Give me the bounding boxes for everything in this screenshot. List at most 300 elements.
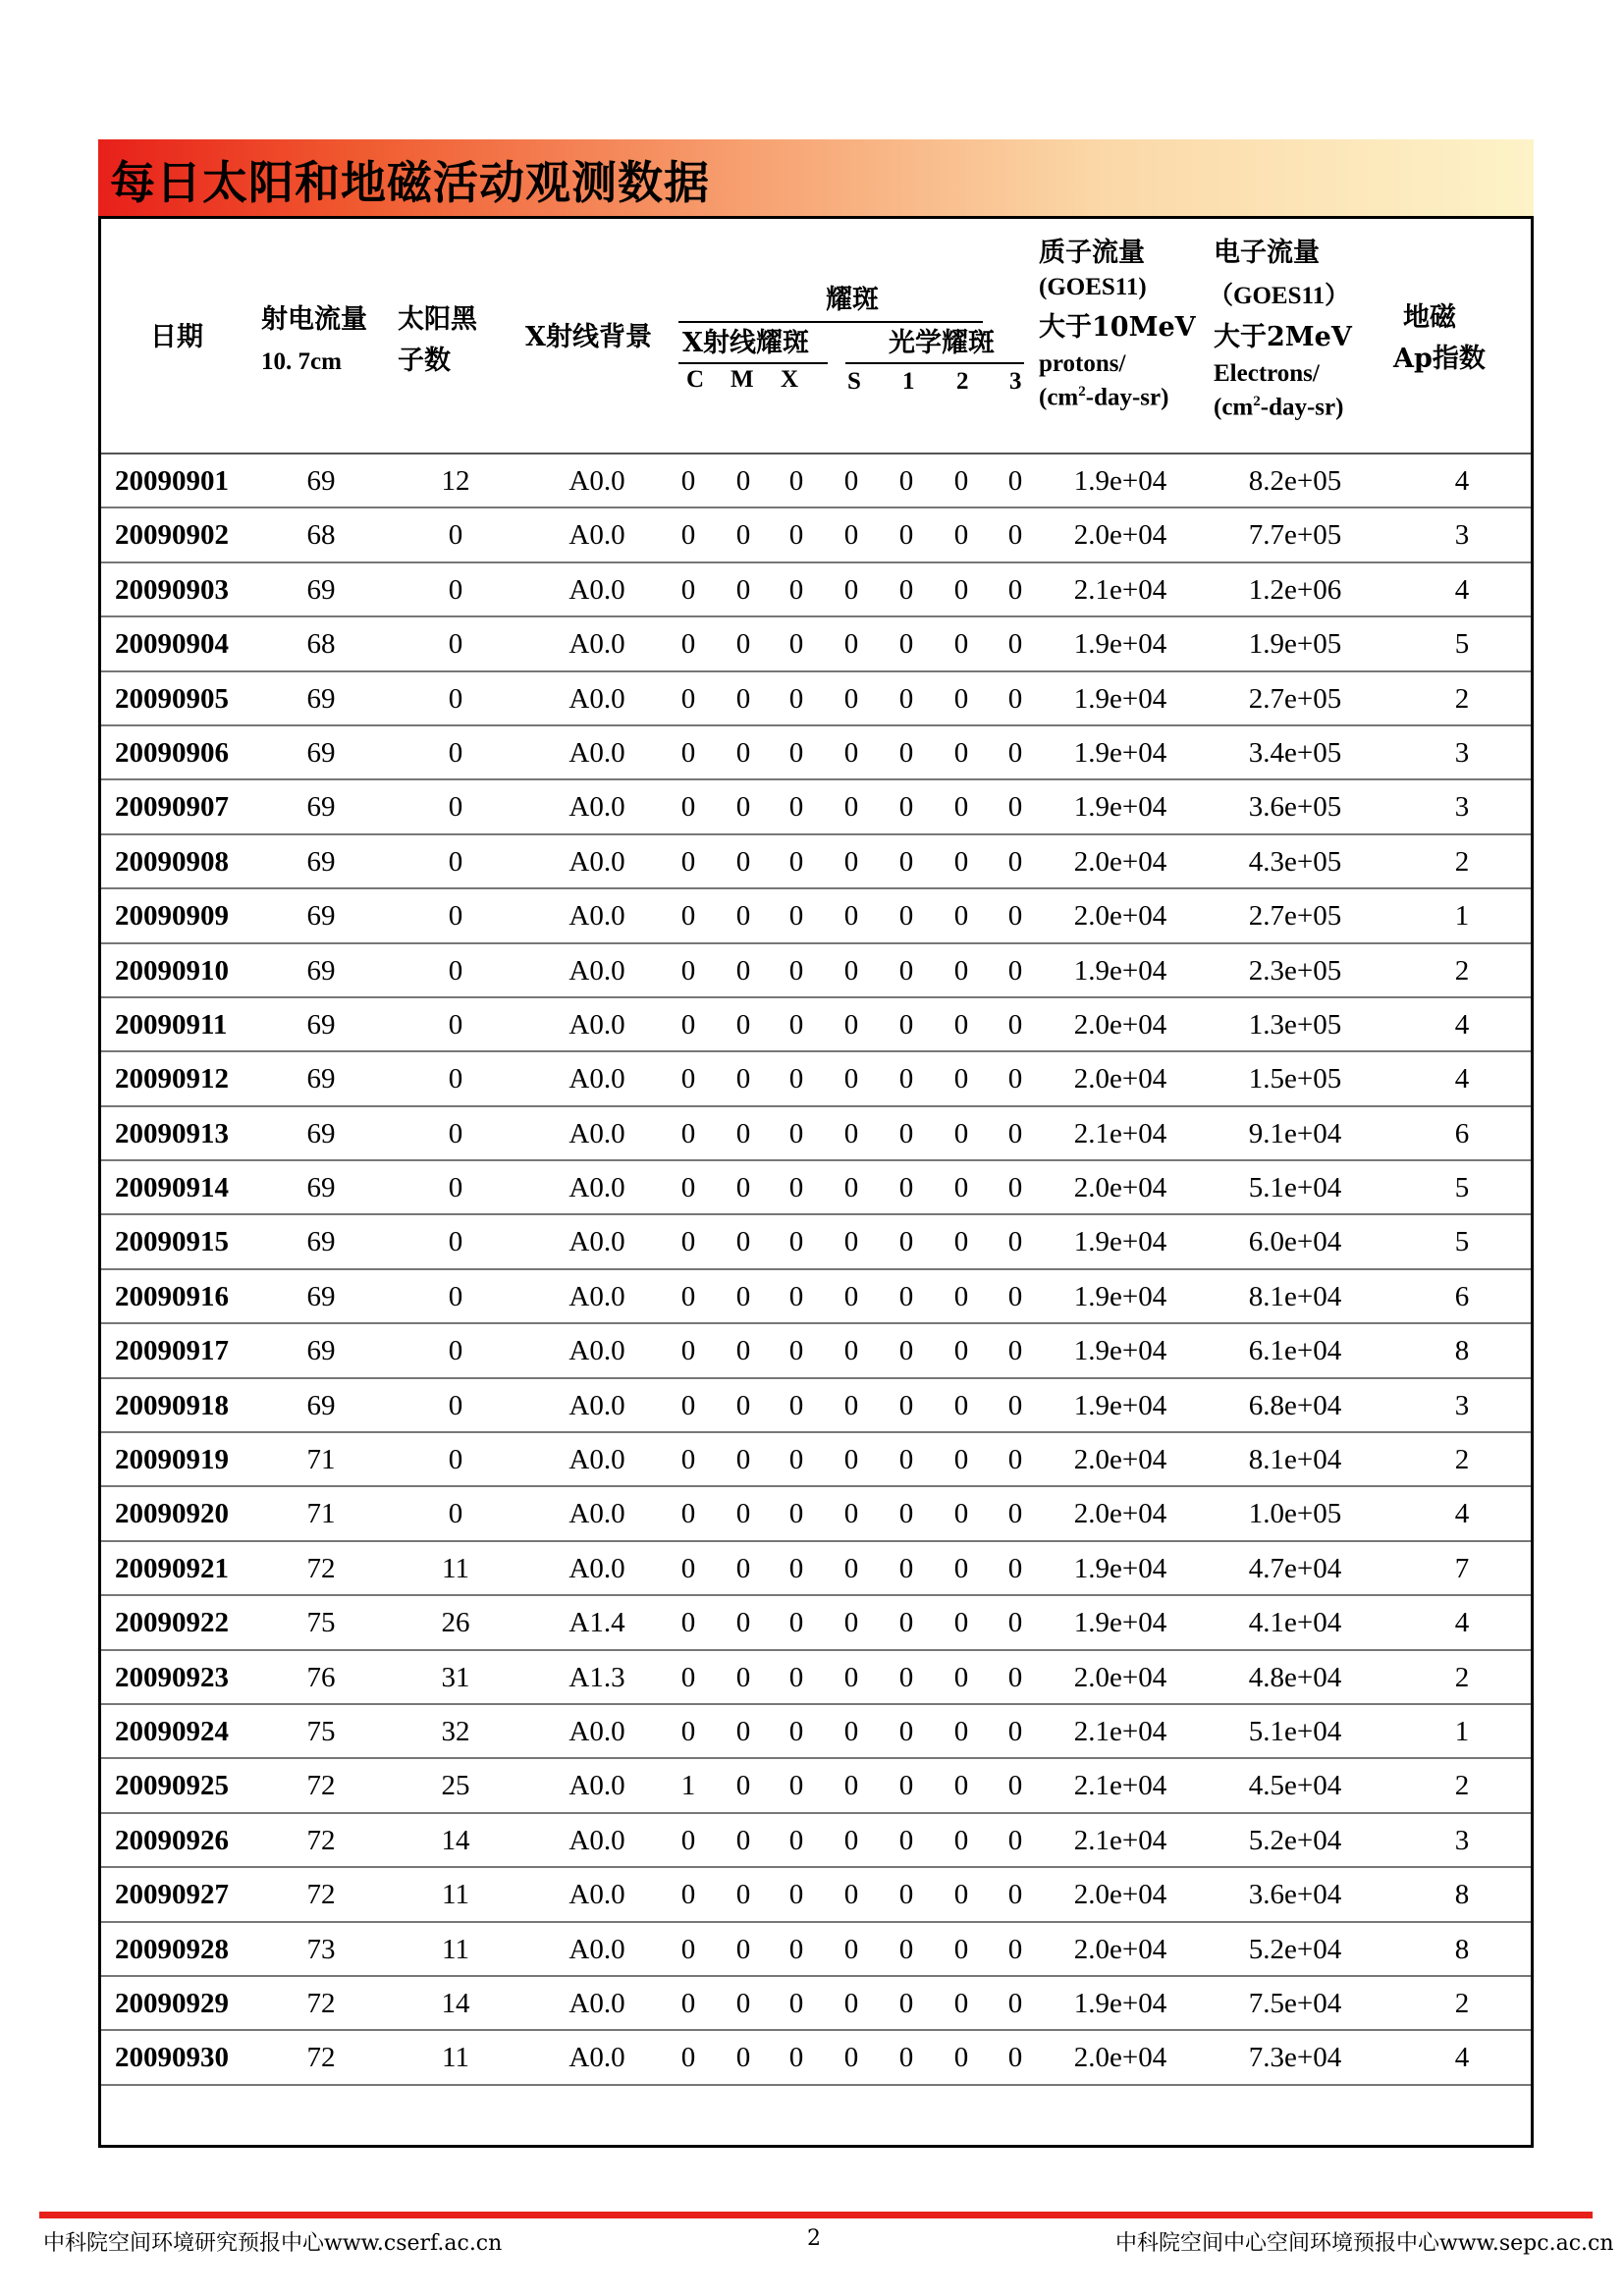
table-row [101, 1270, 1531, 1324]
cell-xray-bg: A0.0 [568, 1770, 625, 1802]
cell-ap-index: 5 [1454, 1226, 1470, 1258]
cell-flare-3: 0 [1007, 1607, 1023, 1639]
cell-flare-1: 0 [898, 736, 914, 769]
cell-flare-x: 0 [788, 1226, 804, 1258]
cell-ap-index: 6 [1454, 1117, 1470, 1149]
cell-flare-s: 0 [843, 573, 859, 606]
cell-flare-2: 0 [953, 1607, 969, 1639]
cell-flare-s: 0 [843, 954, 859, 987]
cell-flare-x: 0 [788, 1008, 804, 1041]
cell-flare-2: 0 [953, 1063, 969, 1095]
cell-proton-flux: 1.9e+04 [1073, 1607, 1167, 1639]
cell-flare-x: 0 [788, 736, 804, 769]
table-row [101, 563, 1531, 617]
cell-flare-x: 0 [788, 845, 804, 878]
table-row [101, 1596, 1531, 1650]
cell-xray-bg: A0.0 [568, 1498, 625, 1530]
cell-date: 20090905 [115, 682, 229, 715]
cell-flare-2: 0 [953, 519, 969, 552]
table-row [101, 1379, 1531, 1433]
cell-flare-m: 0 [735, 465, 751, 497]
cell-flare-c: 0 [680, 1552, 696, 1584]
cell-flare-x: 0 [788, 1172, 804, 1204]
cell-flare-s: 0 [843, 1444, 859, 1476]
cell-flare-m: 0 [735, 573, 751, 606]
cell-electron-flux: 9.1e+04 [1248, 1117, 1342, 1149]
table-row [101, 1923, 1531, 1977]
cell-flare-s: 0 [843, 1389, 859, 1421]
table-row [101, 2031, 1531, 2085]
footer-left-org: 中科院空间环境研究预报中心www.cserf.ac.cn [43, 2231, 503, 2256]
cell-flare-3: 0 [1007, 1389, 1023, 1421]
cell-sunspot: 0 [448, 1008, 463, 1041]
cell-flare-3: 0 [1007, 1879, 1023, 1911]
cell-flare-s: 0 [843, 1770, 859, 1802]
cell-flare-c: 0 [680, 1226, 696, 1258]
cell-flare-x: 0 [788, 1879, 804, 1911]
cell-flare-3: 0 [1007, 900, 1023, 933]
cell-electron-flux: 7.5e+04 [1248, 1987, 1342, 2019]
cell-flare-3: 0 [1007, 1770, 1023, 1802]
table-row [101, 1107, 1531, 1161]
cell-flare-2: 0 [953, 1770, 969, 1802]
cell-flare-2: 0 [953, 1226, 969, 1258]
cell-flare-2: 0 [953, 1389, 969, 1421]
cell-flare-3: 0 [1007, 1444, 1023, 1476]
cell-sunspot: 25 [441, 1770, 470, 1802]
cell-flare-s: 0 [843, 1063, 859, 1095]
cell-proton-flux: 2.0e+04 [1073, 1172, 1167, 1204]
cell-ap-index: 1 [1454, 1715, 1470, 1747]
cell-flare-x: 0 [788, 2042, 804, 2074]
cell-xray-bg: A0.0 [568, 573, 625, 606]
cell-flare-x: 0 [788, 1444, 804, 1476]
cell-flare-x: 0 [788, 682, 804, 715]
cell-flare-3: 0 [1007, 1715, 1023, 1747]
cell-sunspot: 14 [441, 1824, 470, 1856]
table-row [101, 1651, 1531, 1705]
cell-sunspot: 0 [448, 1444, 463, 1476]
cell-flare-x: 0 [788, 1498, 804, 1530]
cell-flare-1: 0 [898, 1172, 914, 1204]
cell-flare-1: 0 [898, 1498, 914, 1530]
header-electron: 电子流量 [1214, 238, 1320, 268]
cell-flare-m: 0 [735, 2042, 751, 2074]
header-radio-flux-wavelength: 10. 7cm [261, 348, 342, 375]
cell-ap-index: 6 [1454, 1280, 1470, 1312]
cell-xray-bg: A0.0 [568, 519, 625, 552]
cell-electron-flux: 5.1e+04 [1248, 1715, 1342, 1747]
cell-sunspot: 0 [448, 1280, 463, 1312]
cell-radio-flux: 76 [306, 1661, 336, 1693]
cell-xray-bg: A0.0 [568, 682, 625, 715]
cell-flare-1: 0 [898, 1770, 914, 1802]
cell-flare-1: 0 [898, 519, 914, 552]
cell-proton-flux: 2.1e+04 [1073, 573, 1167, 606]
cell-xray-bg: A0.0 [568, 1389, 625, 1421]
cell-proton-flux: 1.9e+04 [1073, 628, 1167, 661]
cell-flare-m: 0 [735, 1879, 751, 1911]
cell-flare-2: 0 [953, 1444, 969, 1476]
cell-date: 20090920 [115, 1498, 229, 1530]
cell-ap-index: 3 [1454, 736, 1470, 769]
cell-xray-bg: A0.0 [568, 954, 625, 987]
header-proton-threshold: 大于10MeV [1039, 312, 1196, 343]
cell-ap-index: 3 [1454, 1824, 1470, 1856]
cell-proton-flux: 2.1e+04 [1073, 1824, 1167, 1856]
cell-electron-flux: 3.4e+05 [1248, 736, 1342, 769]
cell-sunspot: 0 [448, 519, 463, 552]
cell-flare-2: 0 [953, 628, 969, 661]
cell-flare-m: 0 [735, 736, 751, 769]
cell-electron-flux: 4.3e+05 [1248, 845, 1342, 878]
cell-flare-m: 0 [735, 1226, 751, 1258]
cell-flare-x: 0 [788, 1607, 804, 1639]
cell-date: 20090924 [115, 1715, 229, 1747]
cell-radio-flux: 69 [306, 573, 336, 606]
cell-flare-1: 0 [898, 1063, 914, 1095]
cell-flare-c: 0 [680, 1117, 696, 1149]
table-row [101, 454, 1531, 508]
cell-date: 20090914 [115, 1172, 229, 1204]
cell-xray-bg: A0.0 [568, 628, 625, 661]
cell-proton-flux: 1.9e+04 [1073, 1335, 1167, 1367]
cell-date: 20090923 [115, 1661, 229, 1693]
cell-xray-bg: A1.4 [568, 1607, 625, 1639]
cell-flare-3: 0 [1007, 1824, 1023, 1856]
cell-flare-2: 0 [953, 900, 969, 933]
cell-electron-flux: 4.7e+04 [1248, 1552, 1342, 1584]
cell-flare-s: 0 [843, 736, 859, 769]
cell-flare-s: 0 [843, 519, 859, 552]
table-row [101, 1542, 1531, 1596]
cell-flare-3: 0 [1007, 519, 1023, 552]
cell-flare-2: 0 [953, 1824, 969, 1856]
cell-date: 20090908 [115, 845, 229, 878]
cell-ap-index: 4 [1454, 1498, 1470, 1530]
cell-electron-flux: 6.0e+04 [1248, 1226, 1342, 1258]
cell-xray-bg: A0.0 [568, 1933, 625, 1965]
cell-proton-flux: 2.0e+04 [1073, 900, 1167, 933]
cell-proton-flux: 2.0e+04 [1073, 1008, 1167, 1041]
cell-ap-index: 1 [1454, 900, 1470, 933]
cell-radio-flux: 68 [306, 519, 336, 552]
cell-date: 20090922 [115, 1607, 229, 1639]
cell-radio-flux: 69 [306, 1172, 336, 1204]
cell-flare-1: 0 [898, 954, 914, 987]
cell-flare-s: 0 [843, 1226, 859, 1258]
cell-flare-1: 0 [898, 1661, 914, 1693]
cell-radio-flux: 75 [306, 1715, 336, 1747]
cell-flare-3: 0 [1007, 736, 1023, 769]
cell-flare-2: 0 [953, 1987, 969, 2019]
cell-sunspot: 0 [448, 1389, 463, 1421]
cell-flare-m: 0 [735, 1987, 751, 2019]
cell-proton-flux: 1.9e+04 [1073, 1389, 1167, 1421]
header-ap-index: Ap指数 [1393, 344, 1486, 374]
cell-xray-bg: A0.0 [568, 1008, 625, 1041]
cell-date: 20090916 [115, 1280, 229, 1312]
cell-flare-2: 0 [953, 1008, 969, 1041]
table-header [101, 219, 1531, 454]
cell-flare-s: 0 [843, 1335, 859, 1367]
cell-radio-flux: 69 [306, 900, 336, 933]
cell-electron-flux: 1.0e+05 [1248, 1498, 1342, 1530]
header-sub-x: X [781, 366, 799, 393]
cell-sunspot: 0 [448, 900, 463, 933]
cell-date: 20090903 [115, 573, 229, 606]
cell-flare-m: 0 [735, 1172, 751, 1204]
cell-flare-m: 0 [735, 1063, 751, 1095]
cell-electron-flux: 6.8e+04 [1248, 1389, 1342, 1421]
cell-ap-index: 2 [1454, 1661, 1470, 1693]
cell-sunspot: 0 [448, 628, 463, 661]
cell-electron-flux: 1.5e+05 [1248, 1063, 1342, 1095]
cell-flare-1: 0 [898, 1879, 914, 1911]
cell-date: 20090913 [115, 1117, 229, 1149]
cell-radio-flux: 72 [306, 2042, 336, 2074]
cell-flare-m: 0 [735, 1607, 751, 1639]
header-electron-goes: （GOES11） [1209, 283, 1350, 309]
cell-proton-flux: 1.9e+04 [1073, 1552, 1167, 1584]
cell-ap-index: 4 [1454, 1008, 1470, 1041]
cell-proton-flux: 2.0e+04 [1073, 845, 1167, 878]
cell-date: 20090912 [115, 1063, 229, 1095]
header-sunspot: 太阳黑 [398, 304, 477, 335]
cell-flare-x: 0 [788, 1389, 804, 1421]
cell-flare-1: 0 [898, 900, 914, 933]
cell-flare-c: 0 [680, 954, 696, 987]
cell-flare-x: 0 [788, 1933, 804, 1965]
cell-flare-3: 0 [1007, 1117, 1023, 1149]
cell-ap-index: 2 [1454, 682, 1470, 715]
cell-radio-flux: 69 [306, 682, 336, 715]
cell-sunspot: 12 [441, 465, 470, 497]
cell-electron-flux: 4.1e+04 [1248, 1607, 1342, 1639]
cell-flare-x: 0 [788, 1824, 804, 1856]
table-row [101, 1977, 1531, 2031]
table-body [101, 454, 1531, 2086]
cell-flare-c: 0 [680, 1607, 696, 1639]
cell-flare-c: 0 [680, 628, 696, 661]
table-row [101, 1868, 1531, 1922]
cell-flare-c: 0 [680, 1879, 696, 1911]
cell-flare-c: 0 [680, 1824, 696, 1856]
cell-flare-3: 0 [1007, 954, 1023, 987]
cell-flare-2: 0 [953, 791, 969, 824]
cell-flare-m: 0 [735, 1335, 751, 1367]
cell-sunspot: 0 [448, 1117, 463, 1149]
cell-flare-x: 0 [788, 791, 804, 824]
cell-flare-x: 0 [788, 1661, 804, 1693]
cell-flare-2: 0 [953, 845, 969, 878]
cell-flare-2: 0 [953, 1661, 969, 1693]
cell-flare-c: 0 [680, 845, 696, 878]
cell-electron-flux: 3.6e+05 [1248, 791, 1342, 824]
cell-flare-s: 0 [843, 1715, 859, 1747]
cell-sunspot: 0 [448, 1335, 463, 1367]
cell-flare-c: 0 [680, 1661, 696, 1693]
cell-flare-m: 0 [735, 1498, 751, 1530]
cell-xray-bg: A0.0 [568, 1335, 625, 1367]
cell-flare-3: 0 [1007, 1661, 1023, 1693]
cell-ap-index: 2 [1454, 845, 1470, 878]
table-row [101, 1161, 1531, 1215]
cell-xray-bg: A0.0 [568, 1280, 625, 1312]
cell-flare-1: 0 [898, 465, 914, 497]
cell-date: 20090919 [115, 1444, 229, 1476]
cell-flare-3: 0 [1007, 1498, 1023, 1530]
cell-radio-flux: 69 [306, 1226, 336, 1258]
cell-flare-1: 0 [898, 845, 914, 878]
cell-flare-s: 0 [843, 791, 859, 824]
cell-flare-s: 0 [843, 1879, 859, 1911]
cell-proton-flux: 2.0e+04 [1073, 1498, 1167, 1530]
cell-proton-flux: 1.9e+04 [1073, 954, 1167, 987]
cell-sunspot: 11 [442, 2042, 469, 2074]
cell-flare-2: 0 [953, 1933, 969, 1965]
cell-radio-flux: 72 [306, 1552, 336, 1584]
header-sunspot-line2: 子数 [398, 346, 451, 376]
table-row [101, 944, 1531, 998]
cell-flare-s: 0 [843, 1987, 859, 2019]
cell-flare-3: 0 [1007, 1987, 1023, 2019]
table-row [101, 508, 1531, 562]
cell-flare-s: 0 [843, 1933, 859, 1965]
cell-ap-index: 2 [1454, 1444, 1470, 1476]
table-row [101, 1487, 1531, 1541]
cell-radio-flux: 72 [306, 1987, 336, 2019]
cell-flare-3: 0 [1007, 1063, 1023, 1095]
cell-sunspot: 0 [448, 1226, 463, 1258]
cell-flare-3: 0 [1007, 682, 1023, 715]
cell-flare-2: 0 [953, 573, 969, 606]
cell-flare-m: 0 [735, 1117, 751, 1149]
cell-proton-flux: 1.9e+04 [1073, 1226, 1167, 1258]
cell-flare-2: 0 [953, 465, 969, 497]
cell-flare-c: 0 [680, 1389, 696, 1421]
cell-flare-1: 0 [898, 1335, 914, 1367]
cell-flare-3: 0 [1007, 573, 1023, 606]
cell-flare-s: 0 [843, 1607, 859, 1639]
cell-flare-c: 0 [680, 1987, 696, 2019]
cell-flare-c: 0 [680, 736, 696, 769]
cell-flare-s: 0 [843, 900, 859, 933]
cell-flare-2: 0 [953, 1117, 969, 1149]
header-proton-unit-line2: $(cm^2-day-sr)$ [1039, 384, 1169, 411]
cell-flare-s: 0 [843, 1824, 859, 1856]
cell-ap-index: 2 [1454, 1987, 1470, 2019]
cell-flare-x: 0 [788, 954, 804, 987]
cell-radio-flux: 72 [306, 1879, 336, 1911]
cell-flare-3: 0 [1007, 2042, 1023, 2074]
cell-xray-bg: A0.0 [568, 1824, 625, 1856]
cell-sunspot: 11 [442, 1933, 469, 1965]
cell-flare-m: 0 [735, 900, 751, 933]
header-xray-flare: X射线耀斑 [682, 328, 809, 358]
cell-flare-s: 0 [843, 845, 859, 878]
cell-radio-flux: 71 [306, 1498, 336, 1530]
cell-flare-2: 0 [953, 1715, 969, 1747]
cell-date: 20090928 [115, 1933, 229, 1965]
cell-ap-index: 4 [1454, 2042, 1470, 2074]
cell-radio-flux: 71 [306, 1444, 336, 1476]
cell-flare-3: 0 [1007, 1008, 1023, 1041]
cell-flare-c: 1 [680, 1770, 696, 1802]
header-electron-unit-line2: $(cm^2-day-sr)$ [1214, 394, 1344, 421]
table-row [101, 1215, 1531, 1269]
cell-flare-s: 0 [843, 2042, 859, 2074]
cell-proton-flux: 2.0e+04 [1073, 1444, 1167, 1476]
cell-xray-bg: A0.0 [568, 1444, 625, 1476]
cell-flare-c: 0 [680, 1172, 696, 1204]
cell-radio-flux: 72 [306, 1770, 336, 1802]
cell-flare-m: 0 [735, 845, 751, 878]
cell-flare-c: 0 [680, 1444, 696, 1476]
cell-sunspot: 0 [448, 845, 463, 878]
cell-flare-s: 0 [843, 1661, 859, 1693]
header-proton-unit: protons/ [1039, 350, 1126, 377]
cell-flare-m: 0 [735, 628, 751, 661]
cell-sunspot: 0 [448, 736, 463, 769]
cell-flare-2: 0 [953, 1335, 969, 1367]
cell-sunspot: 0 [448, 791, 463, 824]
cell-flare-m: 0 [735, 1280, 751, 1312]
cell-electron-flux: 7.3e+04 [1248, 2042, 1342, 2074]
cell-sunspot: 11 [442, 1552, 469, 1584]
header-electron-threshold: 大于2MeV [1214, 322, 1352, 352]
cell-flare-c: 0 [680, 1715, 696, 1747]
cell-flare-1: 0 [898, 682, 914, 715]
cell-proton-flux: 2.1e+04 [1073, 1715, 1167, 1747]
cell-flare-3: 0 [1007, 1552, 1023, 1584]
cell-ap-index: 3 [1454, 791, 1470, 824]
header-optical-flare: 光学耀斑 [889, 328, 995, 358]
table-row [101, 1759, 1531, 1813]
header-sub-m: M [731, 366, 754, 393]
cell-flare-3: 0 [1007, 1226, 1023, 1258]
cell-date: 20090909 [115, 900, 229, 933]
cell-proton-flux: 2.0e+04 [1073, 519, 1167, 552]
cell-flare-x: 0 [788, 1063, 804, 1095]
cell-ap-index: 7 [1454, 1552, 1470, 1584]
cell-flare-x: 0 [788, 465, 804, 497]
cell-proton-flux: 1.9e+04 [1073, 791, 1167, 824]
cell-flare-c: 0 [680, 1933, 696, 1965]
cell-flare-1: 0 [898, 628, 914, 661]
cell-xray-bg: A0.0 [568, 845, 625, 878]
cell-flare-c: 0 [680, 519, 696, 552]
cell-flare-1: 0 [898, 573, 914, 606]
cell-ap-index: 8 [1454, 1335, 1470, 1367]
cell-sunspot: 0 [448, 682, 463, 715]
cell-radio-flux: 73 [306, 1933, 336, 1965]
cell-flare-s: 0 [843, 465, 859, 497]
cell-flare-c: 0 [680, 573, 696, 606]
optical-flare-underline [845, 362, 1024, 364]
cell-proton-flux: 1.9e+04 [1073, 1280, 1167, 1312]
cell-electron-flux: 6.1e+04 [1248, 1335, 1342, 1367]
cell-ap-index: 4 [1454, 573, 1470, 606]
cell-flare-3: 0 [1007, 1335, 1023, 1367]
cell-xray-bg: A0.0 [568, 1117, 625, 1149]
cell-flare-2: 0 [953, 682, 969, 715]
cell-flare-2: 0 [953, 1552, 969, 1584]
cell-date: 20090925 [115, 1770, 229, 1802]
cell-radio-flux: 75 [306, 1607, 336, 1639]
table-row [101, 1052, 1531, 1106]
cell-flare-2: 0 [953, 1498, 969, 1530]
